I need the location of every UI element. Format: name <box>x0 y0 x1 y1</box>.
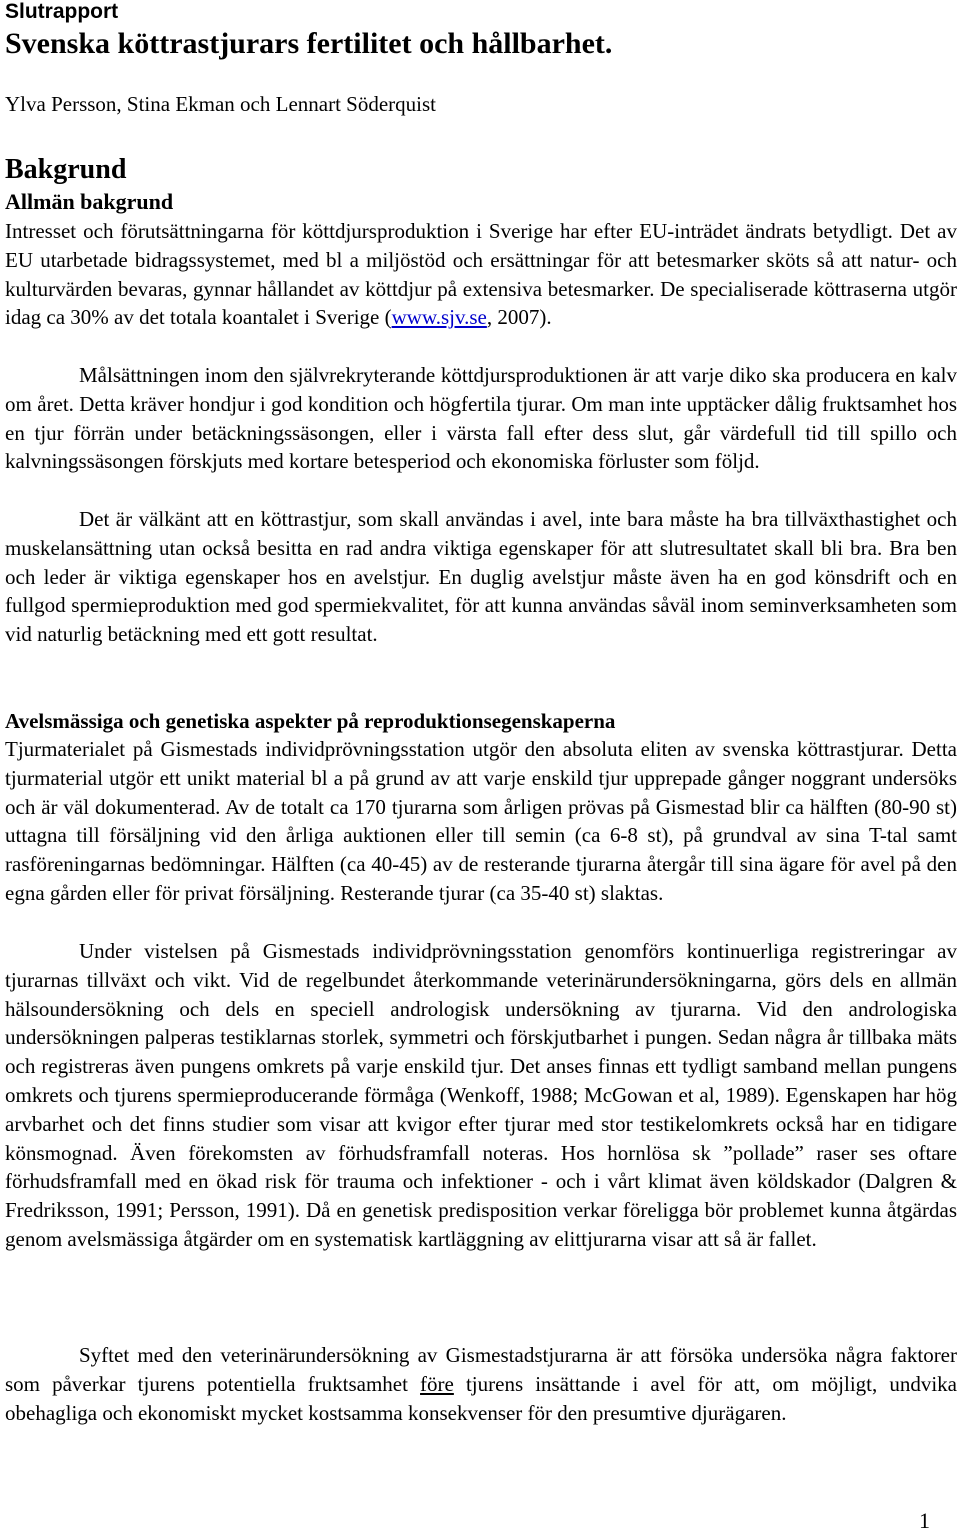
document-title: Svenska köttrastjurars fertilitet och hållbarhet. <box>5 27 613 60</box>
paragraph-3-text: Det är välkänt att en köttrastjur, som skall användas i avel, inte bara måste ha bra tillväxthastighet och muskelansättning utan också besitta en rad andra viktiga egenskaper för att slutresultatet skall bli bra. Bra ben och leder är viktiga egenskaper hos en avelstjur. En duglig avelstjur måste även ha en god könsdrift och en fullgod spermieproduktion med god spermiekvalitet, för att kunna användas såväl inom seminverksamheten som vid naturlig betäckning med ett gott resultat. <box>5 507 957 647</box>
sjv-link[interactable]: www.sjv.se <box>391 305 487 330</box>
paragraph-1 <box>5 217 957 332</box>
report-label: Slutrapport <box>5 0 119 23</box>
authors: Ylva Persson, Stina Ekman och Lennart Söderquist <box>5 92 437 116</box>
paragraph-4 <box>5 735 957 908</box>
paragraph-2 <box>5 361 957 476</box>
paragraph-4-text: Tjurmaterialet på Gismestads individprövningsstation utgör den absoluta eliten av svenska köttrastjurar. Detta tjurmaterial utgör ett unikt material bl a på grund av att varje enskild tjur upprepade gånger noggrant undersöks och är väl dokumenterad. Av de totalt ca 170 tjurarna som årligen prövas på Gismestad blir ca hälften (80-90 st) uttagna till försäljning vid den årliga auktionen eller till semin (ca 6-8 st), på grundval av sina T-tal samt rasföreningarnas bedömningar. Hälften (ca 40-45) av de resterande tjurarna återgår till sina ägare för avel på den egna gården eller för privat försäljning. Resterande tjurar (ca 35-40 st) slaktas. <box>5 737 957 905</box>
section-heading-bakgrund: Bakgrund <box>5 154 127 185</box>
paragraph-5-text: Under vistelsen på Gismestads individprövningsstation genomförs kontinuerliga registreringar av tjurarnas tillväxt och vikt. Vid de regelbundet återkommande veterinärundersökningarna, görs dels en allmän hälsoundersökning och dels en speciell andrologisk undersökning av tjurarna. Vid den andrologiska undersökningen palperas testiklarnas storlek, symmetri och förskjutbarhet i pungen. Sedan några år tillbaka mäts och registreras även pungens omkrets på varje enskild tjur. Det anses finnas ett tydligt samband mellan pungens omkrets och tjurens spermieproducerande förmåga (Wenkoff, 1988; McGowan et al, 1989). Egenskapen har hög arvbarhet och det finns studier som visar att kvigor efter tjurar med stor testikelomkrets också har en tidigare könsmognad. Även förekomsten av förhudsframfall noteras. Hos hornlösa sk ”pollade” raser ses oftare förhudsframfall med en ökad risk för trauma och infektioner - och i vårt klimat även köldskador (Dalgren & Fredriksson, 1991; Persson, 1991). Då en genetisk predisposition verkar föreligga bör problemet kunna åtgärdas genom avelsmässiga åtgärder om en systematisk kartläggning av elittjurarna visar att så är fallet. <box>5 939 957 1251</box>
paragraph-6-underlined: före <box>420 1371 454 1396</box>
paragraph-3 <box>5 505 957 649</box>
page-number: 1 <box>919 1508 930 1533</box>
paragraph-2-text: Målsättningen inom den självrekryterande köttdjursproduktionen är att varje diko ska producera en kalv om året. Detta kräver hondjur i god kondition och högfertila tjurar. Om man inte upptäcker dålig fruktsamhet hos en tjur förrän under betäckningssäsongen, eller i värsta fall efter dess slut, går värdefull tid till spillo och kalvningssäsongen förskjuts med kortare betesperiod och ekonomiska förluster som följd. <box>5 363 957 474</box>
paragraph-1-text-a: Intresset och förutsättningarna för köttdjursproduktion i Sverige har efter EU-inträdet ändrats betydligt. Det av EU utarbetade bidragssystemet, med bl a miljöstöd och ersättningar för att betesmarker sköts så att natur- och kulturvärden bevaras, gynnar hållandet av köttdjur på extensiva betesmarker. De specialiserade köttraserna utgör idag ca 30% av det totala koantalet i Sverige ( <box>5 219 957 330</box>
subheading-allman-bakgrund: Allmän bakgrund <box>5 189 174 214</box>
paragraph-6-text-b: tjurens insättande i avel för att, om möjligt, undvika obehagliga och ekonomiskt mycket kostsamma konsekvenser för den presumtive djurägaren. <box>5 1371 957 1425</box>
paragraph-1-text-b: , 2007). <box>486 305 552 330</box>
paragraph-6 <box>5 1341 957 1427</box>
paragraph-5 <box>5 937 957 1254</box>
section-heading-avelsmassiga: Avelsmässiga och genetiska aspekter på reproduktionsegenskaperna <box>5 709 616 733</box>
paragraph-6-text-a: Syftet med den veterinärundersökning av Gismestadstjurarna är att försöka undersöka några faktorer som påverkar tjurens potentiella fruktsamhet <box>5 1343 957 1396</box>
